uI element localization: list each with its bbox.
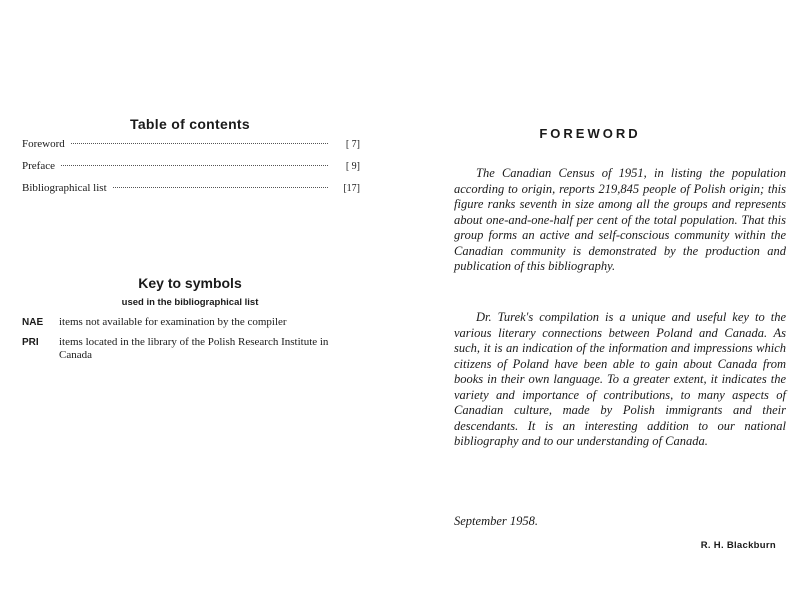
key-desc: items not available for examination by the compiler: [59, 316, 287, 328]
toc-item-label: Preface: [22, 160, 55, 172]
toc-item-preface[interactable]: [22, 160, 360, 182]
key-item-pri: [22, 336, 362, 362]
toc-leader-dots: [61, 165, 328, 166]
toc-leader-dots: [71, 143, 328, 144]
left-page: [0, 0, 380, 600]
key-list: [22, 316, 362, 369]
toc-item-foreword[interactable]: [22, 138, 360, 160]
foreword-paragraph-2: Dr. Turek's compilation is a unique and useful key to the various literary connections between Poland and Canada. As such, it is an indication of the information and impressions which citizens of Poland have been able to gain about Canada from books in their own language. To a greater extent, it indicates the variety and importance of contributions, to many aspects of Canadian culture, made by Polish immigrants and their descendants. It is an interesting addition to our national bibliography and to our understanding of Canada.: [454, 310, 786, 448]
foreword-signature: R. H. Blackburn: [700, 540, 776, 551]
toc-item-label: Bibliographical list: [22, 182, 107, 194]
toc-item-page: [17]: [343, 183, 360, 194]
key-abbr: NAE: [22, 317, 44, 328]
foreword-date: September 1958.: [454, 514, 539, 528]
toc-leader-dots: [113, 187, 328, 188]
toc-item-page: [ 7]: [345, 139, 360, 150]
key-subtitle: used in the bibliographical list: [121, 297, 259, 308]
key-abbr: PRI: [22, 337, 39, 348]
toc-list: [22, 138, 360, 204]
toc-item-label: Foreword: [22, 138, 65, 150]
key-title: Key to symbols: [138, 275, 242, 291]
key-item-nae: [22, 316, 362, 329]
foreword-paragraph-1: The Canadian Census of 1951, in listing the population according to origin, reports 219,845 people of Polish origin; this figure ranks seventh in size among all the groups and represents about one-and-one-half per cent of the total population. That this group forms an active and self-conscious community within the Canadian community is demonstrated by the production and publication of this bibliography.: [454, 166, 786, 273]
toc-title: Table of contents: [130, 116, 250, 132]
right-page: [410, 0, 800, 600]
toc-item-page: [ 9]: [345, 161, 360, 172]
key-desc: items located in the library of the Polish Research Institute in Canada: [59, 336, 329, 361]
toc-item-bibliographical-list[interactable]: [22, 182, 360, 204]
foreword-title: FOREWORD: [539, 126, 641, 141]
